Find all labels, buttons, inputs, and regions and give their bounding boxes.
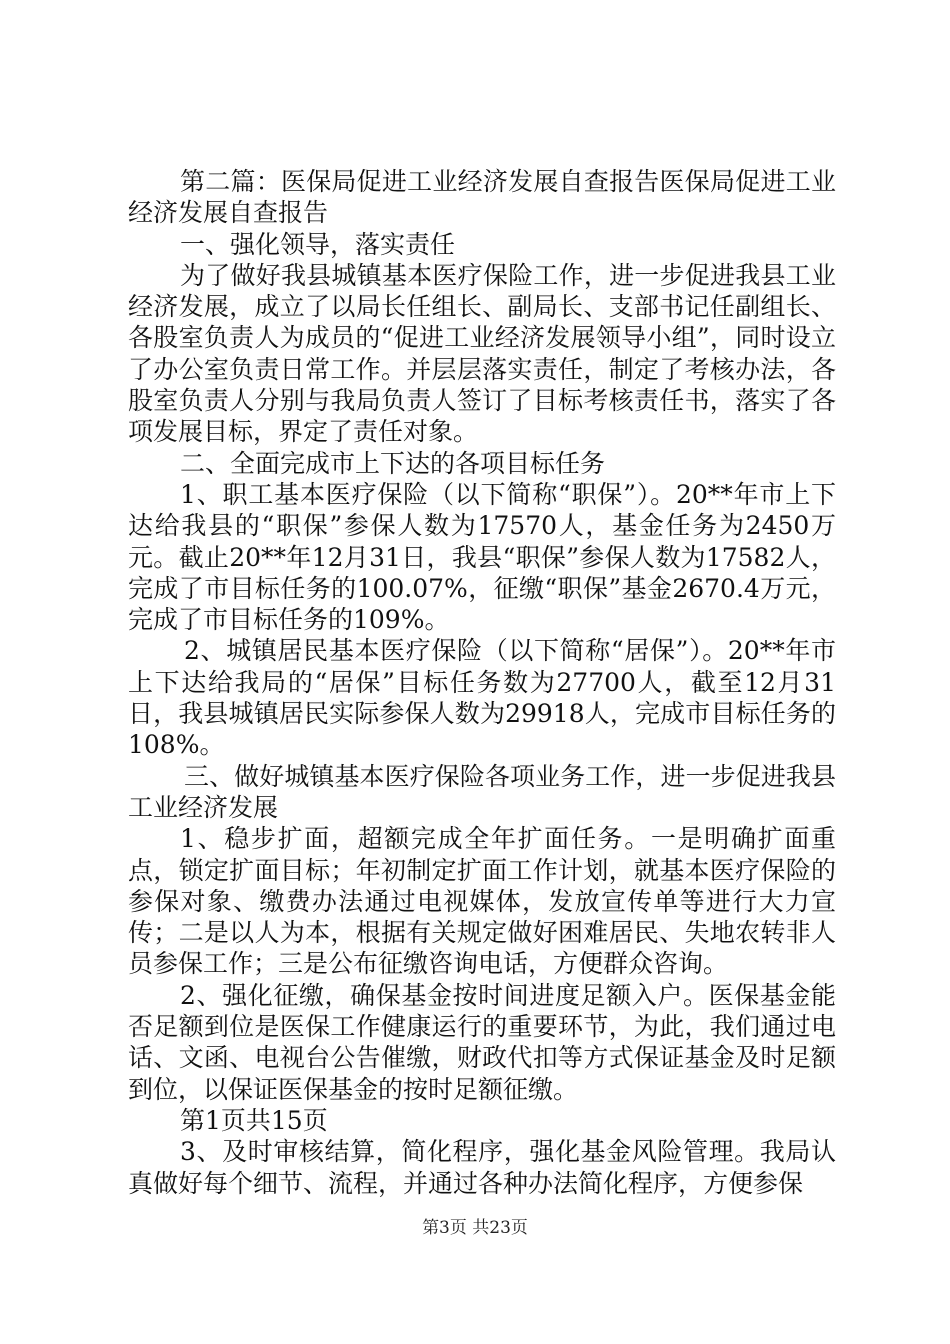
body-paragraph: 1、职工基本医疗保险（以下简称“职保”）。20**年市上下达给我县的“职保”参保人数为17570人，基金任务为2450万元。截止20**年12月31日，我县“职保”参保人数为17582人，完成了市目标任务的100.07%，征缴“职保”基金2670.4万元，完成了市目标任务的109%。 [128,479,836,635]
page-footer: 第3页 共23页 [422,1218,528,1238]
body-paragraph: 3、及时审核结算，简化程序，强化基金风险管理。我局认真做好每个细节、流程，并通过各种办法简化程序，方便参保 [128,1137,836,1198]
body-paragraph: 为了做好我县城镇基本医疗保险工作，进一步促进我县工业经济发展，成立了以局长任组长、副局长、支部书记任副组长、各股室负责人为成员的“促进工业经济发展领导小组”，同时设立了办公室负责日常工作。并层层落实责任，制定了考核办法，各股室负责人分别与我局负责人签订了目标考核责任书，落实了各项发展目标，界定了责任对象。 [128,260,836,447]
section-heading: 三、做好城镇基本医疗保险各项业务工作，进一步促进我县工业经济发展 [128,761,836,822]
section-heading: 二、全面完成市上下达的各项目标任务 [180,448,606,478]
document-body [128,166,836,1199]
document-title: 第二篇：医保局促进工业经济发展自查报告医保局促进工业经济发展自查报告 [128,167,836,228]
section-heading: 一、强化领导，落实责任 [180,229,456,259]
body-paragraph: 2、强化征缴，确保基金按时间进度足额入户。医保基金能否足额到位是医保工作健康运行的重要环节，为此，我们通过电话、文函、电视台公告催缴，财政代扣等方式保证基金及时足额到位，以保证医保基金的按时足额征缴。 [128,980,836,1104]
inline-page-marker: 第1页共15页 [180,1105,328,1135]
body-paragraph: 2、城镇居民基本医疗保险（以下简称“居保”）。20**年市上下达给我局的“居保”目标任务数为27700人，截至12月31日，我县城镇居民实际参保人数为29918人，完成市目标任务的108%。 [128,636,836,760]
body-paragraph: 1、稳步扩面，超额完成全年扩面任务。一是明确扩面重点，锁定扩面目标；年初制定扩面工作计划，就基本医疗保险的参保对象、缴费办法通过电视媒体，发放宣传单等进行大力宣传；二是以人为本，根据有关规定做好困难居民、失地农转非人员参保工作；三是公布征缴咨询电话，方便群众咨询。 [128,824,836,979]
